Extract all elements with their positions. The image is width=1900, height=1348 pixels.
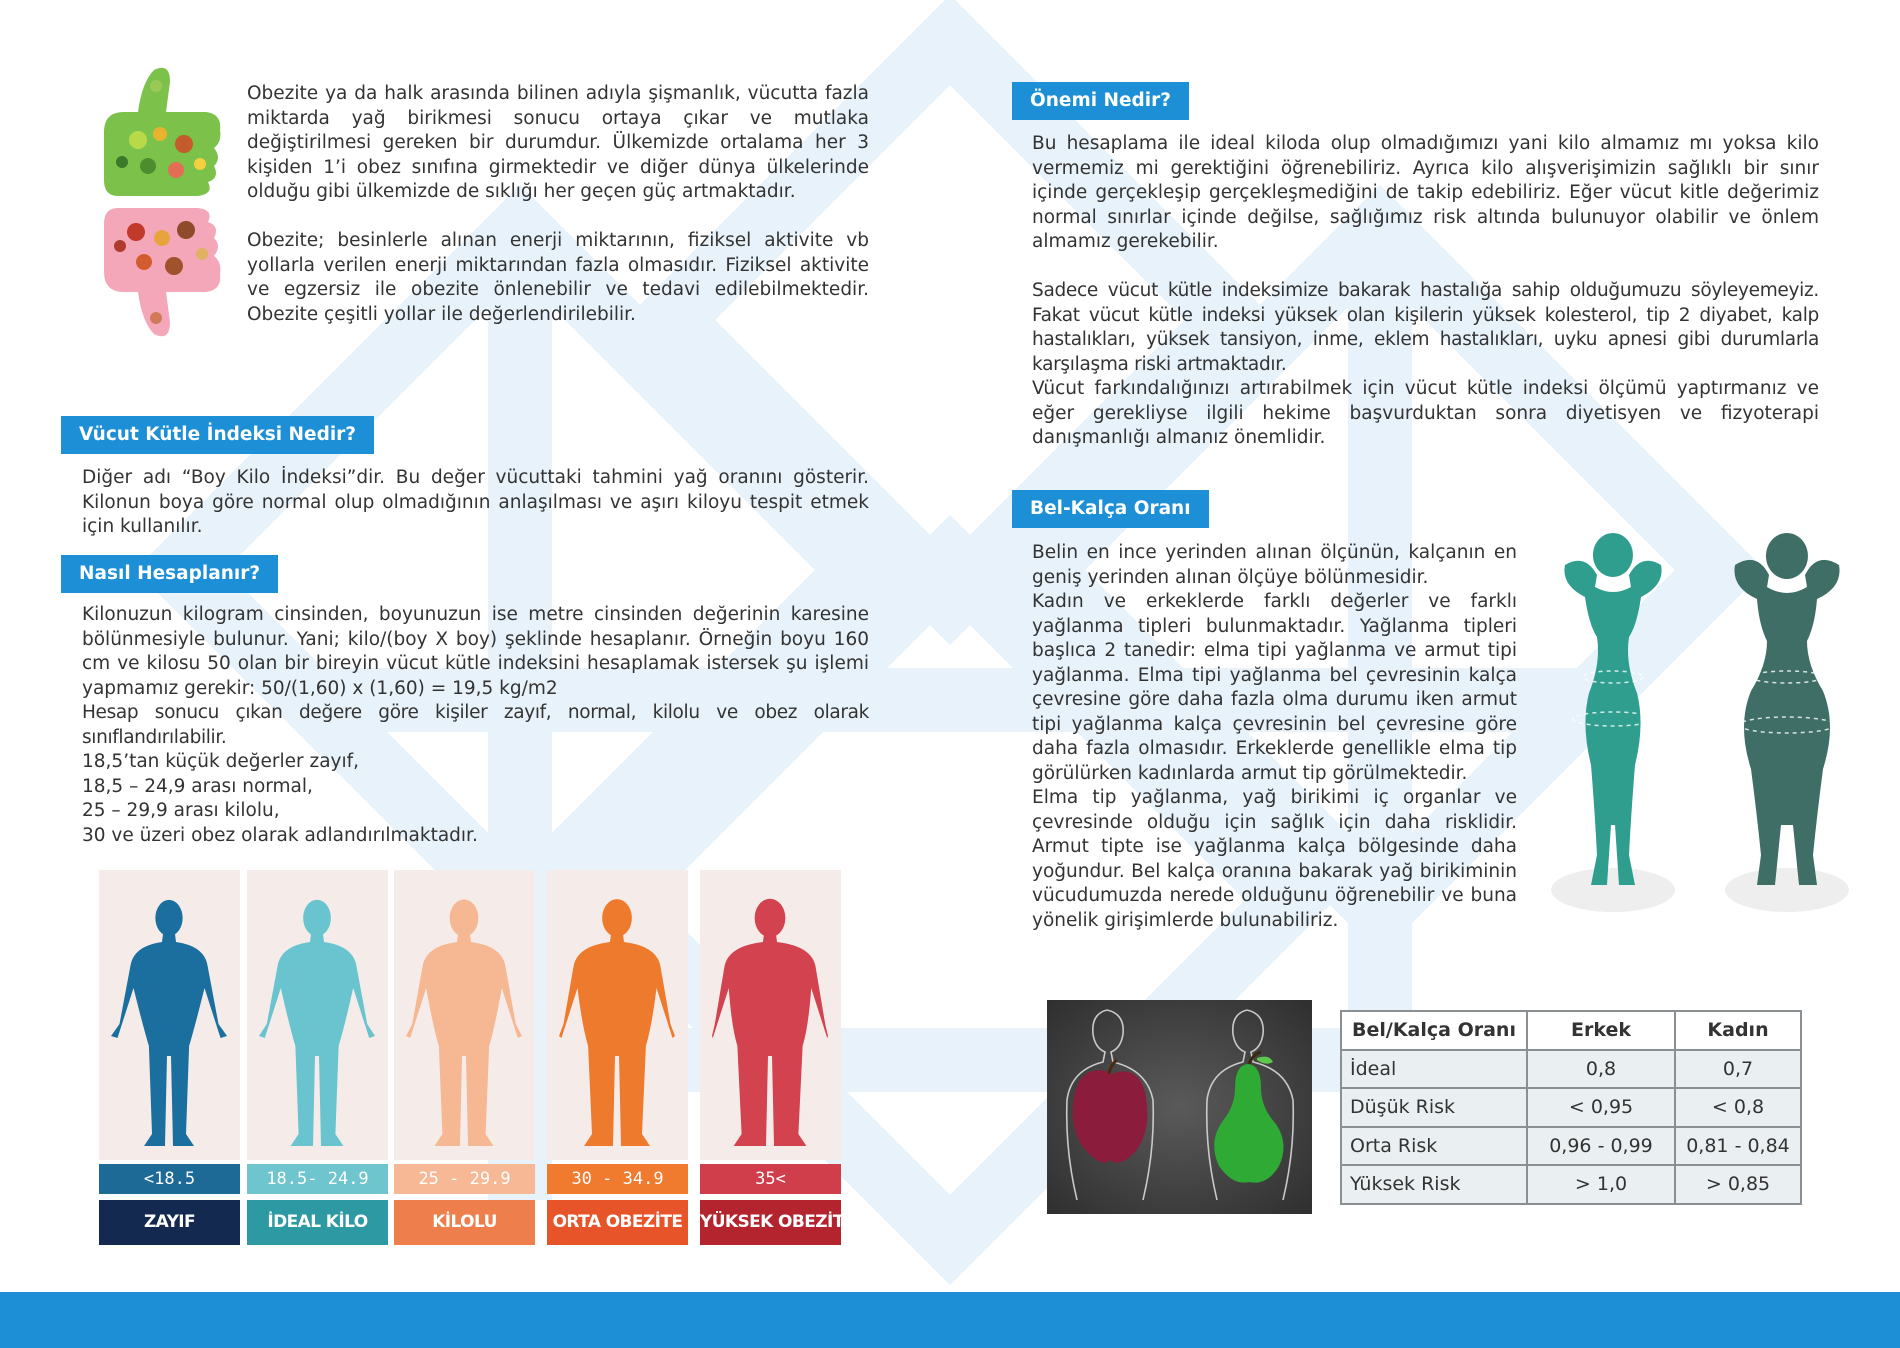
table-cell: Yüksek Risk bbox=[1341, 1165, 1527, 1204]
bmi-figure-column bbox=[547, 870, 688, 1160]
bmi-range-label: 18.5- 24.9 bbox=[247, 1164, 388, 1194]
table-cell: Orta Risk bbox=[1341, 1127, 1527, 1166]
table-cell: < 0,95 bbox=[1527, 1088, 1675, 1127]
table-row bbox=[1341, 1050, 1801, 1089]
table-cell: > 1,0 bbox=[1527, 1165, 1675, 1204]
female-figure-slim bbox=[1564, 533, 1661, 885]
calc-heading: Nasıl Hesaplanır? bbox=[61, 555, 278, 593]
footer-bar bbox=[0, 1292, 1900, 1348]
person-silhouette-icon bbox=[99, 896, 240, 1158]
bmi-definition-text: Diğer adı “Boy Kilo İndeksi”dir. Bu değer vücuttaki tahmini yağ oranını gösterir. Kilonun boya göre normal olup olmadığının anlaşılması ve aşırı kiloyu tespit etmek için kullanılır. bbox=[82, 467, 869, 537]
importance-heading: Önemi Nedir? bbox=[1012, 82, 1189, 120]
bmi-category-label: ZAYIF bbox=[99, 1200, 240, 1245]
bmi-range-label: 35< bbox=[700, 1164, 841, 1194]
bmi-heading: Vücut Kütle İndeksi Nedir? bbox=[61, 416, 374, 454]
bmi-category-label: ORTA OBEZİTE bbox=[547, 1200, 688, 1245]
bmi-category-label: KİLOLU bbox=[394, 1200, 535, 1245]
calc-line: 25 – 29,9 arası kilolu, bbox=[82, 800, 280, 821]
waist-hip-text-block bbox=[1032, 541, 1517, 933]
female-figure-curvy bbox=[1734, 533, 1839, 885]
waist-hip-line: Belin en ince yerinden alınan ölçünün, kalçanın en geniş yerinden alınan ölçüye bölünmesidir. bbox=[1032, 542, 1517, 588]
table-cell: Düşük Risk bbox=[1341, 1088, 1527, 1127]
intro-paragraph-2: Obezite; besinlerle alınan enerji miktarının, fiziksel aktivite vb yollarla verilen enerji miktarından fazla olmasıdır. Fiziksel aktivite ve egzersiz ile obezite önlenebilir ve tedavi edilebilmektedir. Obezite çeşitli yollar ile değerlendirilebilir. bbox=[247, 230, 869, 325]
table-header-row bbox=[1341, 1011, 1801, 1050]
table-row bbox=[1341, 1088, 1801, 1127]
waist-hip-ratio-table bbox=[1340, 1010, 1802, 1205]
importance-paragraph-1: Bu hesaplama ile ideal kiloda olup olmadığımızı yani kilo almamız mı yoksa kilo vermemiz mi gerektiğini öğrenebiliriz. Ayrıca kilo alışverişimizin sağlıklı bir sınır içinde gerçekleşip gerçekleşmediğini de takip edebiliriz. Eğer vücut kitle değerimiz normal sınırlar içinde değilse, sağlığımız risk altında bulunuyor olabilir ve önlem almamız gerekebilir. bbox=[1032, 133, 1819, 252]
calc-line: 18,5’tan küçük değerler zayıf, bbox=[82, 751, 360, 772]
bmi-category-label: YÜKSEK OBEZİTE bbox=[700, 1200, 841, 1245]
importance-text-block bbox=[1032, 132, 1819, 451]
table-cell: İdeal bbox=[1341, 1050, 1527, 1089]
bmi-figure-column bbox=[394, 870, 535, 1160]
person-silhouette-icon bbox=[394, 896, 535, 1158]
person-silhouette-icon bbox=[700, 896, 841, 1158]
importance-paragraph-3: Vücut farkındalığınızı artırabilmek için vücut kütle indeksi ölçümü yaptırmanız ve eğer gerekliyse ilgili hekime başvurduktan sonra diyetisyen ve fizyoterapi danışmanlığı almanız önemlidir. bbox=[1032, 378, 1819, 448]
apple-pear-body-shape-illustration bbox=[1047, 1000, 1312, 1214]
table-cell: 0,8 bbox=[1527, 1050, 1675, 1089]
table-row bbox=[1341, 1127, 1801, 1166]
calc-line: Kilonuzun kilogram cinsinden, boyunuzun ise metre cinsinden değerinin karesine bölünmesiyle bulunur. Yani; kilo/(boy X boy) şeklinde hesaplanır. Örneğin boyu 160 cm ve kilosu 50 olan bir bireyin vücut kütle indeksini hesaplamak istersek şu işlemi yapmamız gerekir: 50/(1,60) x (1,60) = 19,5 kg/m2 bbox=[82, 604, 869, 699]
bmi-figure-column bbox=[99, 870, 240, 1160]
bmi-range-label: <18.5 bbox=[99, 1164, 240, 1194]
person-silhouette-icon bbox=[247, 896, 388, 1158]
table-header-cell: Bel/Kalça Oranı bbox=[1341, 1011, 1527, 1050]
waist-hip-heading: Bel-Kalça Oranı bbox=[1012, 490, 1209, 528]
waist-hip-line: Elma tip yağlanma, yağ birikimi iç organlar ve çevresinde olduğu için sağlık için daha risklidir. Armut tipte ise yağlanma kalça bölgesinde daha yoğundur. Bel kalça oranına bakarak yağ birikiminin vücudumuzda nerede olduğunu öğrenebilir ve buna yönelik girişimlerde bulunabiliriz. bbox=[1032, 787, 1517, 931]
table-cell: 0,81 - 0,84 bbox=[1675, 1127, 1801, 1166]
table-cell: < 0,8 bbox=[1675, 1088, 1801, 1127]
bmi-figure-column bbox=[700, 870, 841, 1160]
bmi-range-label: 25 - 29.9 bbox=[394, 1164, 535, 1194]
table-cell: > 0,85 bbox=[1675, 1165, 1801, 1204]
female-silhouettes-illustration bbox=[1545, 525, 1855, 920]
bmi-figure-column bbox=[247, 870, 388, 1160]
table-cell: 0,7 bbox=[1675, 1050, 1801, 1089]
bmi-category-label: İDEAL KİLO bbox=[247, 1200, 388, 1245]
calc-line: 18,5 – 24,9 arası normal, bbox=[82, 775, 313, 797]
food-thumbs-illustration bbox=[98, 62, 226, 342]
table-row bbox=[1341, 1165, 1801, 1204]
intro-text-block bbox=[247, 82, 869, 327]
thumbs-down-icon bbox=[104, 208, 220, 336]
importance-paragraph-2: Sadece vücut kütle indeksimize bakarak hastalığa sahip olduğumuzu söyleyemeyiz. Fakat vücut kütle indeksi yüksek olan kişilerin yüksek kolesterol, tip 2 diyabet, kalp hastalıkları, yüksek tansiyon, inme, eklem hastalıkları, uyku apnesi gibi durumlarla karşılaşma riski artmaktadır. bbox=[1032, 280, 1819, 375]
waist-hip-line: Kadın ve erkeklerde farklı değerler ve farklı yağlanma tipleri bulunmaktadır. Yağlanma tipleri başlıca 2 tanedir: elma tipi yağlanma ve armut tipi yağlanma. Elma tipi yağlanma bel çevresinin kalça çevresine göre daha fazla olma durumu iken armut tipi yağlanma kalça çevresinin bel çevresine göre daha fazla olmasıdır. Erkeklerde genellikle elma tip görülürken kadınlarda armut tip görülmektedir. bbox=[1032, 591, 1517, 784]
person-silhouette-icon bbox=[547, 896, 688, 1158]
thumbs-up-icon bbox=[104, 68, 220, 196]
bmi-range-label: 30 - 34.9 bbox=[547, 1164, 688, 1194]
table-header-cell: Kadın bbox=[1675, 1011, 1801, 1050]
table-cell: 0,96 - 0,99 bbox=[1527, 1127, 1675, 1166]
calc-line: Hesap sonucu çıkan değere göre kişiler zayıf, normal, kilolu ve obez olarak sınıflandırılabilir. bbox=[82, 702, 869, 748]
intro-paragraph-1: Obezite ya da halk arasında bilinen adıyla şişmanlık, vücutta fazla miktarda yağ birikmesi sonucu ortaya çıkar ve mutlaka değiştirilmesi gereken bir durumdur. Ülkemizde ortalama her 3 kişiden 1’i obez sınıfına girmektedir ve diğer dünya ülkelerinde olduğu gibi ülkemizde de sıklığı her geçen güç artmaktadır. bbox=[247, 83, 869, 202]
table-header-cell: Erkek bbox=[1527, 1011, 1675, 1050]
calc-line: 30 ve üzeri obez olarak adlandırılmaktadır. bbox=[82, 824, 478, 846]
calc-text-block bbox=[82, 603, 869, 848]
